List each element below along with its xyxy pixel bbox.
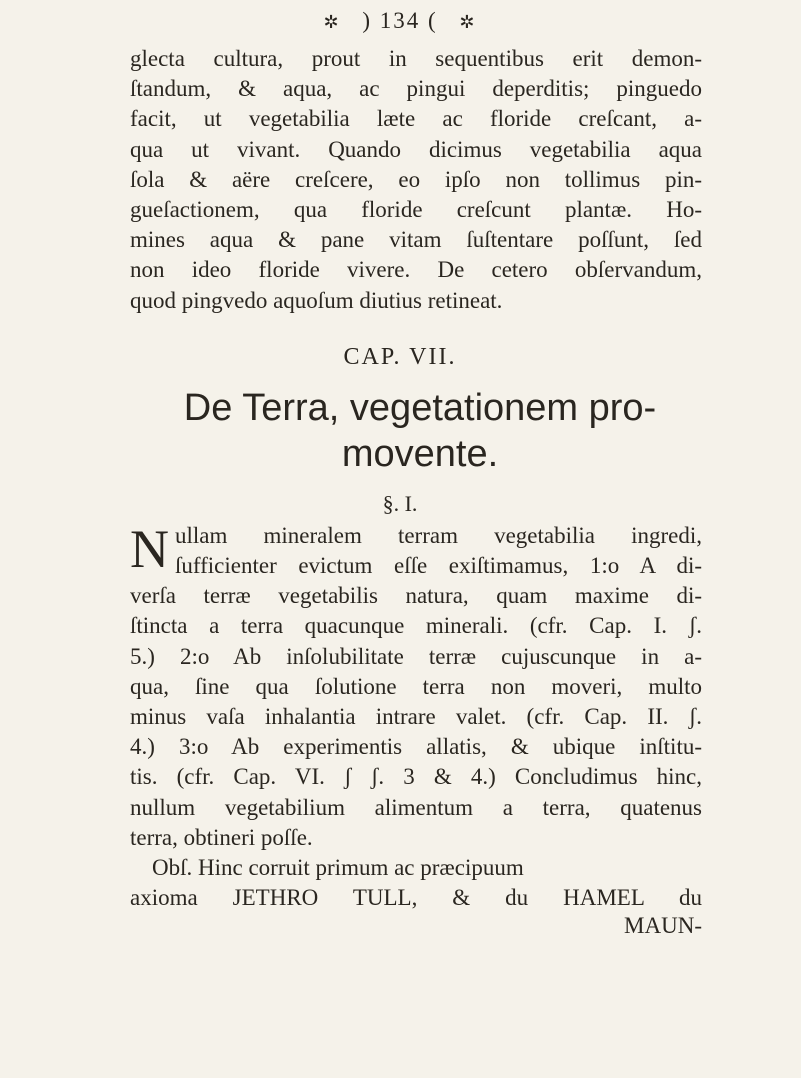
ornament-icon: ✲	[459, 12, 477, 32]
page-number: ) 134 (	[362, 8, 438, 33]
text-line: 4.) 3:o Ab experimentis allatis, & ubique inſtitu-	[130, 734, 702, 760]
title-line: De Terra, vegetationem pro-	[183, 386, 657, 429]
text-line: Obſ. Hinc corruit primum ac præcipuum	[152, 855, 524, 881]
text-line: tis. (cfr. Cap. VI. ʃ ʃ. 3 & 4.) Concludimus hinc,	[130, 764, 702, 790]
text-line: quod pingvedo aquoſum diutius retineat.	[130, 287, 503, 313]
text-line: ſufficienter evictum eſſe exiſtimamus, 1:o A di-	[175, 553, 702, 579]
text-line: gueſactionem, qua floride creſcunt plantæ. Ho-	[130, 197, 702, 223]
catchword: MAUN-	[624, 913, 702, 939]
text-line: ſtincta a terra quacunque minerali. (cfr. Cap. I. ʃ.	[130, 613, 702, 639]
text-line: ſtandum, & aqua, ac pingui deperditis; pinguedo	[130, 76, 702, 102]
text-line: terra, obtineri poſſe.	[130, 824, 313, 850]
text-line: axioma JETHRO TULL, & du HAMEL du	[130, 885, 702, 911]
text-line: verſa terræ vegetabilis natura, quam maxime di-	[130, 583, 702, 609]
drop-capital: N	[130, 518, 169, 579]
text-line: qua ut vivant. Quando dicimus vegetabilia aqua	[130, 136, 702, 162]
text-line: mines aqua & pane vitam ſuſtentare poſſunt, ſed	[130, 227, 702, 253]
chapter-heading: CAP. VII.	[343, 343, 457, 370]
ornament-icon: ✲	[323, 12, 341, 32]
text-line: ſola & aëre creſcere, eo ipſo non tollimus pin-	[130, 166, 702, 192]
title-line: movente.	[341, 432, 499, 475]
text-line: nullum vegetabilium alimentum a terra, quatenus	[130, 794, 702, 820]
text-line: 5.) 2:o Ab inſolubilitate terræ cujuscunque in a-	[130, 643, 702, 669]
running-head	[130, 8, 670, 34]
chapter-title	[130, 385, 710, 477]
text-line: facit, ut vegetabilia læte ac floride creſcant, a-	[130, 106, 702, 132]
text-line: ullam mineralem terram vegetabilia ingredi,	[175, 522, 702, 548]
section-mark: §. I.	[382, 490, 418, 516]
text-line: glecta cultura, prout in sequentibus erit demon-	[130, 46, 702, 71]
text-line: qua, ſine qua ſolutione terra non moveri, multo	[130, 673, 702, 699]
paragraph-2	[130, 518, 702, 914]
text-line: minus vaſa inhalantia intrare valet. (cfr. Cap. II. ʃ.	[130, 704, 702, 730]
text-line: non ideo floride vivere. De cetero obſervandum,	[130, 257, 702, 283]
paragraph-1	[130, 44, 702, 316]
